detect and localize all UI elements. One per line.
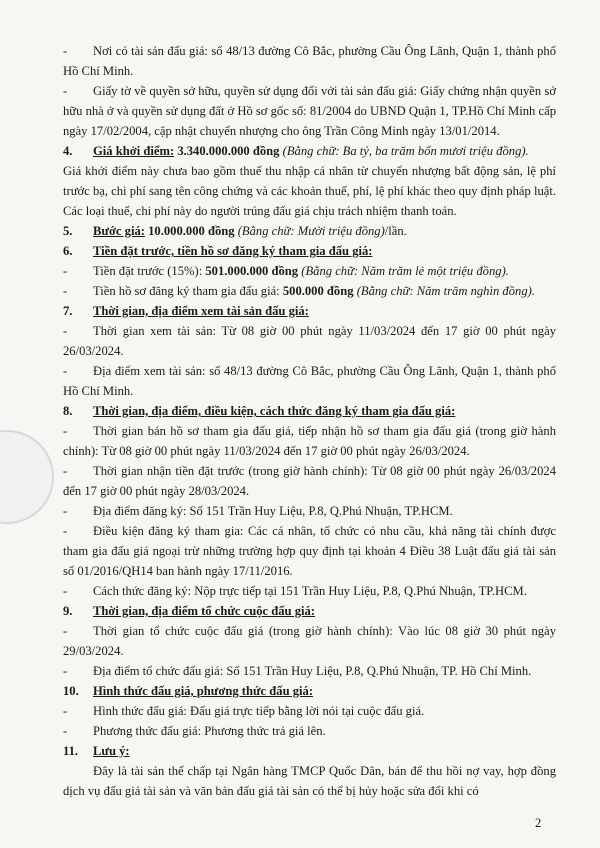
ownership-docs-text: Giấy tờ về quyền sở hữu, quyền sử dụng đối với tài sản đấu giá: Giấy chứng nhận quyền sở hữu nhà ở và quyền sử dụng đất ở Hồ sơ gốc số: 81/2004 do UBND Quận 1, TP.Hồ Chí Minh cấp ngày 17/02/2004, cập nhật chuyển nhượng cho ông Trần Công Minh ngày 13/01/2014. — [63, 84, 556, 138]
section-title: Thời gian, địa điểm tổ chức cuộc đấu giá: — [93, 604, 315, 618]
section-title: Thời gian, địa điểm xem tài sản đấu giá: — [93, 304, 309, 318]
section-7-heading: 7. Thời gian, địa điểm xem tài sản đấu giá: — [63, 304, 309, 318]
section-5-heading: 5. Bước giá: 10.000.000 đồng (Bằng chữ: Mười triệu đồng)/lần. — [63, 224, 407, 238]
section-6-heading: 6. Tiền đặt trước, tiền hồ sơ đăng ký tham gia đấu giá: — [63, 244, 373, 258]
list-item: - Giấy tờ về quyền sở hữu, quyền sử dụng đối với tài sản đấu giá: Giấy chứng nhận quyền sở hữu nhà ở và quyền sử dụng đất ở Hồ sơ gốc số: 81/2004 do UBND Quận 1, TP.Hồ Chí Minh cấp ngày 17/02/2004, cập nhật chuyển nhượng cho ông Trần Công Minh ngày 13/01/2014. — [63, 84, 556, 138]
list-item: - Địa điểm xem tài sản: số 48/13 đường Cô Bắc, phường Cầu Ông Lãnh, Quận 1, thành phố Hồ Chí Minh. — [63, 364, 556, 398]
list-item: - Thời gian xem tài sản: Từ 08 giờ 00 phút ngày 11/03/2024 đến 17 giờ 00 phút ngày 26/03/2024. — [63, 324, 556, 358]
section-title: Tiền đặt trước, tiền hồ sơ đăng ký tham gia đấu giá: — [93, 244, 373, 258]
registration-fee-amount: 500.000 đồng — [282, 284, 354, 298]
section-title: Thời gian, địa điểm, điều kiện, cách thức đăng ký tham gia đấu giá: — [93, 404, 456, 418]
deposit-amount: 501.000.000 đồng — [205, 264, 299, 278]
bid-step-amount: 10.000.000 đồng — [148, 224, 235, 238]
section-4-heading: 4. Giá khởi điểm: 3.340.000.000 đồng (Bằng chữ: Ba tỷ, ba trăm bốn mươi triệu đồng). — [63, 144, 529, 158]
section-title: Hình thức đấu giá, phương thức đấu giá: — [93, 684, 314, 698]
note-paragraph: Đây là tài sản thế chấp tại Ngân hàng TMCP Quốc Dân, bán để thu hồi nợ vay, hợp đồng dịch vụ đấu giá tài sản và văn bản đấu giá tài sản có thể bị hủy hoặc sửa đổi khi có — [63, 764, 556, 798]
section-9-heading: 9. Thời gian, địa điểm tổ chức cuộc đấu giá: — [63, 604, 315, 618]
section-11-heading: 11. Lưu ý: — [63, 744, 130, 758]
list-item: - Tiền đặt trước (15%): 501.000.000 đồng (Bằng chữ: Năm trăm lẻ một triệu đồng). — [63, 264, 509, 278]
list-item: - Nơi có tài sản đấu giá: số 48/13 đường Cô Bắc, phường Cầu Ông Lãnh, Quận 1, thành phố Hồ Chí Minh. — [63, 44, 556, 78]
list-item: - Địa điểm đăng ký: Số 151 Trần Huy Liệu, P.8, Q.Phú Nhuận, TP.HCM. — [63, 504, 453, 518]
section-8-heading: 8. Thời gian, địa điểm, điều kiện, cách thức đăng ký tham gia đấu giá: — [63, 404, 456, 418]
list-item: - Điều kiện đăng ký tham gia: Các cá nhân, tổ chức có nhu cầu, khả năng tài chính được tham gia đấu giá ngoại trừ những trường hợp quy định tại khoản 4 Điều 38 Luật đấu giá tài sản số 01/2016/QH14 ban hành ngày 17/11/2016. — [63, 524, 556, 578]
starting-price-amount: 3.340.000.000 đồng — [177, 144, 280, 158]
section-title: Lưu ý: — [93, 744, 130, 758]
section-title: Giá khởi điểm: — [93, 144, 175, 158]
list-item: - Thời gian nhận tiền đặt trước (trong giờ hành chính): Từ 08 giờ 00 phút ngày 26/03/2024 đến 17 giờ 00 phút ngày 28/03/2024. — [63, 464, 556, 498]
amount-in-words: (Bằng chữ: Mười triệu đồng) — [237, 224, 385, 238]
list-item: - Thời gian tổ chức cuộc đấu giá (trong giờ hành chính): Vào lúc 08 giờ 30 phút ngày 29/03/2024. — [63, 624, 556, 658]
list-item: - Phương thức đấu giá: Phương thức trả giá lên. — [63, 724, 326, 738]
amount-in-words: (Bằng chữ: Ba tỷ, ba trăm bốn mươi triệu đồng). — [282, 144, 529, 158]
section-10-heading: 10. Hình thức đấu giá, phương thức đấu giá: — [63, 684, 314, 698]
amount-in-words: (Bằng chữ: Năm trăm nghìn đồng). — [356, 284, 535, 298]
list-item: - Thời gian bán hồ sơ tham gia đấu giá, tiếp nhận hồ sơ tham gia đấu giá (trong giờ hành chính): Từ 08 giờ 00 phút ngày 11/03/2024 đến 17 giờ 00 phút ngày 26/03/2024. — [63, 424, 556, 458]
faded-stamp-mark — [0, 430, 54, 524]
amount-in-words: (Bằng chữ: Năm trăm lẻ một triệu đồng). — [301, 264, 509, 278]
page-number: 2 — [535, 816, 542, 830]
section-title: Bước giá: — [93, 224, 145, 238]
starting-price-note: Giá khởi điểm này chưa bao gồm thuế thu nhập cá nhân từ chuyển nhượng bất động sản, lệ phí trước bạ, chi phí sang tên công chứng và các khoản thuế, phí, lệ phí khác theo quy định pháp luật. Các loại thuế, chi phí này do người trúng đấu giá chịu trách nhiệm thanh toán. — [63, 164, 556, 218]
asset-location-text: Nơi có tài sản đấu giá: số 48/13 đường Cô Bắc, phường Cầu Ông Lãnh, Quận 1, thành phố Hồ Chí Minh. — [63, 44, 556, 78]
list-item: - Hình thức đấu giá: Đấu giá trực tiếp bằng lời nói tại cuộc đấu giá. — [63, 704, 425, 718]
document-body — [63, 41, 556, 801]
list-item: - Cách thức đăng ký: Nộp trực tiếp tại 151 Trần Huy Liệu, P.8, Q.Phú Nhuận, TP.HCM. — [63, 584, 527, 598]
list-item: - Địa điểm tổ chức đấu giá: Số 151 Trần Huy Liệu, P.8, Q.Phú Nhuận, TP. Hồ Chí Minh. — [63, 664, 532, 678]
list-item: - Tiền hồ sơ đăng ký tham gia đấu giá: 500.000 đồng (Bằng chữ: Năm trăm nghìn đồng). — [63, 284, 535, 298]
